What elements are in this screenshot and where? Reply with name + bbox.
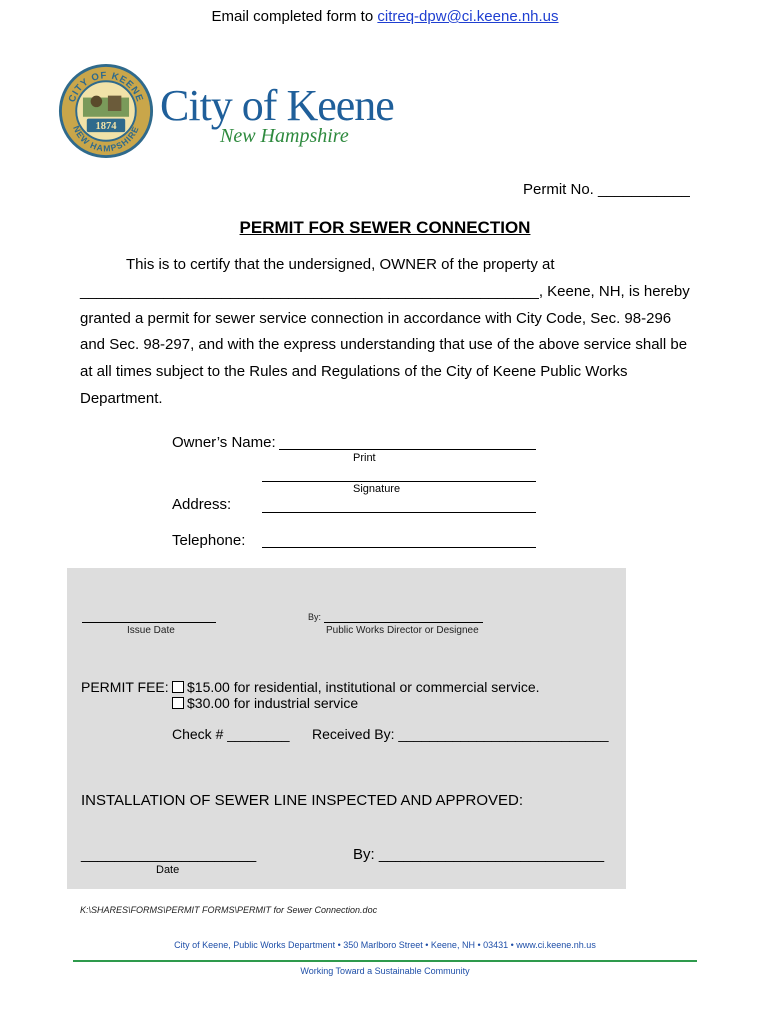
date-caption: Date (156, 864, 180, 876)
issue-date-field[interactable] (82, 622, 216, 623)
fee-option-residential (172, 679, 540, 695)
body-line-1: This is to certify that the undersigned, OWNER of the property at (126, 256, 555, 273)
telephone-field[interactable] (262, 547, 536, 548)
inspection-heading: INSTALLATION OF SEWER LINE INSPECTED AND APPROVED: (81, 792, 524, 809)
email-instruction (0, 8, 770, 25)
issue-date-caption: Issue Date (127, 625, 175, 636)
body-line-3: granted a permit for sewer service connection in accordance with City Code, Sec. 98-296 (80, 310, 672, 327)
telephone-label: Telephone: (172, 532, 246, 549)
signature-caption: Signature (353, 483, 401, 495)
svg-text:1874: 1874 (95, 121, 117, 133)
print-caption: Print (353, 452, 376, 464)
email-prefix: Email completed form to (211, 8, 378, 25)
check-number-field[interactable]: Check # ________ (172, 726, 290, 742)
body-line-4: and Sec. 98-297, and with the express understanding that use of the above service shall be (80, 336, 688, 353)
page-title: PERMIT FOR SEWER CONNECTION (239, 218, 531, 237)
industrial-checkbox[interactable] (172, 697, 184, 709)
email-link[interactable]: citreq-dpw@ci.keene.nh.us (377, 8, 559, 25)
address-label: Address: (172, 496, 232, 513)
logo-state-name: New Hampshire (220, 125, 349, 147)
owners-name-label: Owner’s Name: (172, 434, 276, 451)
director-signature-field[interactable] (324, 622, 483, 623)
property-address-line[interactable]: _______________________________________________________, Keene, NH, is hereby (80, 283, 690, 300)
address-field[interactable] (262, 512, 536, 513)
owners-signature-field[interactable] (262, 481, 536, 482)
svg-text:NEW HAMPSHIRE: NEW HAMPSHIRE (71, 124, 141, 154)
body-line-5: at all times subject to the Rules and Regulations of the City of Keene Public Works (80, 363, 628, 380)
owners-name-print-field[interactable] (279, 449, 536, 450)
footer-tagline: Working Toward a Sustainable Community (300, 966, 470, 976)
footer-divider (73, 960, 697, 962)
director-caption: Public Works Director or Designee (326, 625, 479, 636)
footer-address: City of Keene, Public Works Department • 350 Marlboro Street • Keene, NH • 03431 • www.ci.keene.nh.us (174, 940, 596, 950)
body-line-6: Department. (80, 390, 163, 407)
logo-city-name: City of Keene (160, 81, 394, 130)
fee-option-2-label: $30.00 for industrial service (187, 695, 359, 711)
file-path: K:\SHARES\FORMS\PERMIT FORMS\PERMIT for Sewer Connection.doc (80, 905, 378, 915)
city-seal-icon (58, 63, 154, 159)
inspection-date-field[interactable]: _____________________ (81, 846, 257, 863)
residential-checkbox[interactable] (172, 681, 184, 693)
fee-option-industrial (172, 695, 358, 711)
received-by-field[interactable]: Received By: ___________________________ (312, 726, 609, 742)
permit-fee-label: PERMIT FEE: (81, 679, 169, 695)
by-label: By: (308, 612, 322, 622)
svg-text:CITY OF KEENE: CITY OF KEENE (66, 70, 146, 104)
inspection-by-field[interactable]: By: ___________________________ (353, 846, 605, 863)
permit-number[interactable]: Permit No. ___________ (523, 181, 690, 198)
fee-option-1-label: $15.00 for residential, institutional or commercial service. (187, 679, 540, 695)
